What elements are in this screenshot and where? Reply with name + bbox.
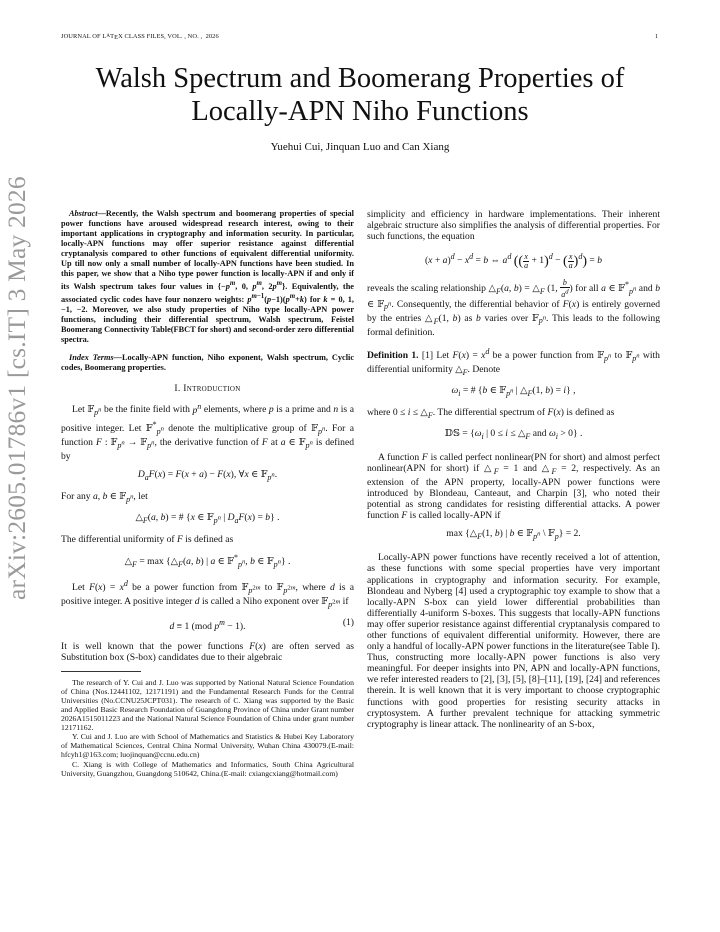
equation: 𝔻𝕊 = {$\omega_i$ | $0 \le i \le \triangle_F$ and $\omega_i > 0$} .	[444, 427, 583, 441]
section-heading: I. Introduction	[174, 383, 241, 395]
equation: $\triangle_F(a$, b) = # {x ∈ 𝔽$_{p^n}$ | $D_aF(x) = b$} .	[135, 511, 280, 525]
arxiv-stamp: arXiv:2605.01786v1 [cs.IT] 3 May 2026	[2, 176, 31, 600]
equation: $\triangle_F = \max$ {$\triangle_F(a$, b) | a ∈ 𝔽*$_{p^n}$, b ∈ 𝔽$_{p^n}$} .	[124, 552, 291, 569]
paper-title	[61, 62, 659, 128]
paragraph: For any a, b ∈ 𝔽$_{p^n}$, let	[61, 490, 148, 504]
left-column	[61, 209, 354, 778]
title-line-1: Walsh Spectrum and Boomerang Properties of	[95, 63, 625, 94]
paragraph: The differential uniformity of F is defined as	[61, 533, 234, 545]
paragraph: Let 𝔽$_{p^n}$ be the finite field with $p^n$ elements, where p is a prime and n is a positive integer. Let 𝔽*$_{p^n}$ denote the multiplicative group of 𝔽$_{p^n}$. For a function F : 𝔽$_{p^n}$ → 𝔽$_{p^n}$, the derivative function of F at a ∈ 𝔽$_{p^n}$ is defined by	[61, 401, 355, 462]
footnote: C. Xiang is with College of Mathematics and Informatics, South China Agricultural University, Guangzhou, Guangdong 510642, China.(E-mail: cxiangcxiang@hotmail.com)	[61, 759, 354, 778]
authors: Yuehui Cui, Jinquan Luo and Can Xiang	[270, 141, 450, 153]
index-terms-label: Index Terms	[69, 353, 114, 363]
footnote-rule	[61, 671, 141, 672]
equation: $(x + a)^d - x^d = b$ ⇔ $a^d$ (( $\frac{x}{a}$ + 1)$^d$ − ( $\frac{x}{a}$ )$^d$) = b	[424, 251, 603, 270]
title-line-2: Locally-APN Niho Functions	[191, 96, 529, 127]
running-header: JOURNAL OF LATEX CLASS FILES, VOL. , NO. , 2026	[61, 33, 219, 41]
paragraph: reveals the scaling relationship $\triangle_F(a$, $b) = \triangle_F$ (1, $\frac{b}{a^d}$ ) for all a ∈ 𝔽*$_{p^n}$ and b ∈ 𝔽$_{p^n}$. Consequently, the differential behavior of F(x) is entirely governed by the entries $\triangle_F(1$, b) as b varies over 𝔽$_{p^n}$. This leads to the following formal definition.	[367, 277, 660, 338]
abstract-label: Abstract	[69, 209, 98, 218]
index-terms: Index Terms—Locally-APN function, Niho exponent, Walsh spectrum, Cyclic codes, Boomerang properties.	[61, 353, 355, 373]
equation: $D_aF(x) = F(x + a) - F(x)$, ∀x ∈ 𝔽$_{p^n}$.	[137, 468, 278, 482]
paragraph: It is well known that the power functions F(x) are often served as Substitution box (S-box) candidates due to their algebraic	[61, 640, 354, 663]
definition-label: Definition 1.	[367, 349, 419, 361]
footnote: Y. Cui and J. Luo are with School of Mathematics and Statistics & Hubei Key Laboratory of Mathematical Sciences, Central China Normal University, Wuhan China 430079.(E-mail: hfcyh1@163.com; luojinquan@ccnu.edu.cn)	[61, 732, 354, 760]
paragraph: where $0 \le i \le \triangle_F$. The differential spectrum of F(x) is defined as	[367, 406, 615, 420]
paragraph: simplicity and efficiency in hardware implementations. Their inherent algebraic structure also simplifies the analysis of differential properties. For such functions, the equation	[367, 209, 660, 243]
page-number: 1	[655, 33, 659, 40]
equation: $\max \{\triangle_F(1$, b) | b ∈ 𝔽$_{p^n}$ \ 𝔽$_p$} = 2.	[446, 528, 581, 542]
equation-number: (1)	[342, 617, 354, 629]
paragraph: Locally-APN power functions have recently received a lot of attention, as these functions with some special properties have very important applications in cryptography and information security. For example, Blondeau and Nyberg [4] used a cryptographic toy example to show that a locally-APN S-box can yield lower differential probabilities than differentially 4-uniform S-boxes. This suggests that locally-APN functions may offer superior resistance against differential cryptanalysis compared to other functions of equivalent differential uniformity. However, there are only a handful of locally-APN power functions in the literature(see Table I). Thus, constructing more locally-APN power functions is also very meaningful. For deeper insights into PN, APN and locally-APN functions, we refer interested readers to [2], [3], [5], [8]–[11], [19], [24] and references therein. It is well known that it is very important to choose cryptographic functions with good properties for resisting security attacks in cryptosystem. A further prevalent technique for attacking symmetric cryptography is linear attack. The nonlinearity of an S-box,	[367, 552, 660, 730]
footnote: The research of Y. Cui and J. Luo was supported by National Natural Science Foundation of China (Nos.12441102, 12171191) and the Fundamental Research Funds for the Central Universities (No.CCNU25JCPT031). The research of C. Xiang was supported by the Basic and Applied Basic Research Foundation of Guangdong Province of China under Grant number 2026A1515011223 and the National Natural Science Foundation of China under grant number 12171162.	[61, 677, 354, 733]
paragraph: Let $F(x) = x^d$ be a power function from 𝔽$_{p^{2m}}$ to 𝔽$_{p^{2m}}$, where d is a positive integer. A positive integer d is called a Niho exponent over 𝔽$_{p^{2m}}$ if	[61, 579, 354, 610]
abstract: Abstract—Recently, the Walsh spectrum and boomerang properties of special power functions have aroused widespread research interest, owing to their important applications in cryptography and information security. In particular, locally-APN functions may offer superior resistance against differential cryptanalysis compared to other functions of equivalent differential uniformity. Up till now only a small number of locally-APN functions have been studied. In this paper, we show that a Niho type power function is locally-APN if and only if its Walsh spectrum takes four values in {$-p^m$, 0, $p^m$, $2p^m$}. Equivalently, the associated cyclic codes have four nonzero weights: $p^{m-1}(p-1)(p^m+k)$ for k = 0, 1, −1, −2. Moreover, we also study properties of Niho type locally-APN power functions, including their differential spectrum, Walsh spectrum, Feistel Boomerang Connectivity Table(FBCT for short) and second-order zero differential spectra.	[61, 209, 354, 345]
right-column	[367, 209, 660, 730]
equation: d ≡ 1 (mod $p^m - 1$). (1)	[169, 617, 354, 633]
paragraph: A function F is called perfect nonlinear(PN for short) and almost perfect nonlinear(APN for short) if $\triangle_F = 1$ and $\triangle_F = 2$, respectively. As an extension of the APN property, locally-APN power functions were introduced by Blondeau, Canteaut, and Charpin [3], who noted their potential as strong candidates for resisting differential attacks. A power function F is called locally-APN if	[367, 451, 660, 522]
paragraph: Definition 1. [1] Let $F(x) = x^d$ be a power function from 𝔽$_{p^n}$ to 𝔽$_{p^n}$ with differential uniformity $\triangle_F$. Denote	[367, 346, 660, 377]
equation: $\omega_i$ = # {b ∈ 𝔽$_{p^n}$ | $\triangle_F(1$, b) = i} ,	[451, 384, 576, 398]
